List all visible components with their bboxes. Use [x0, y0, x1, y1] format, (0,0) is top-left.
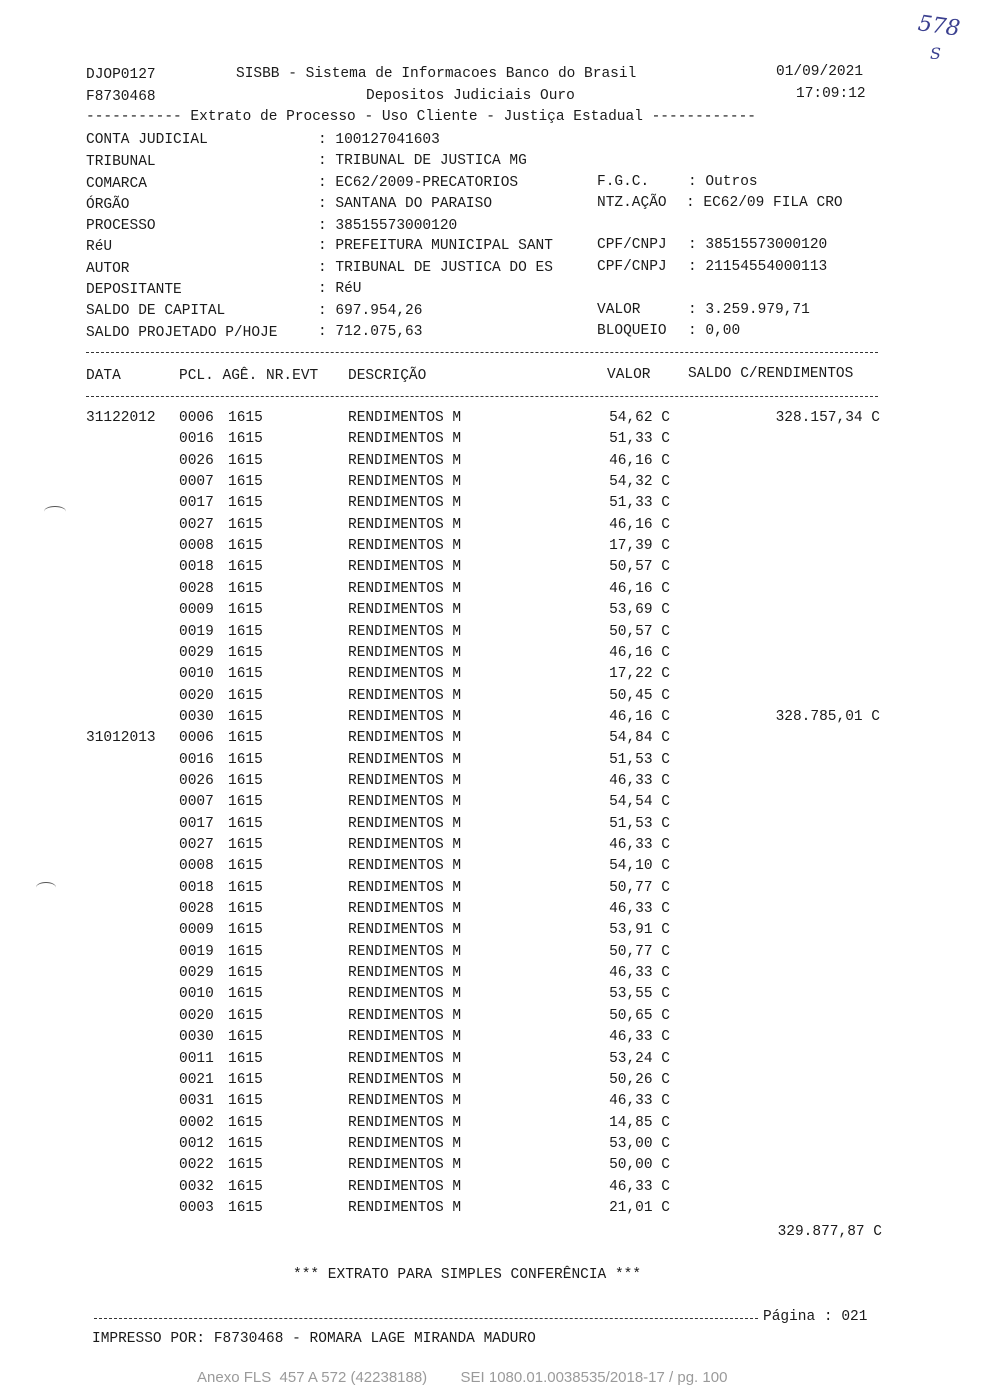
- row-pcl: 0020: [179, 1007, 214, 1024]
- field-value: : 38515573000120: [688, 237, 828, 253]
- field-label: COMARCA: [86, 176, 147, 192]
- field-value: : RéU: [318, 281, 362, 297]
- row-description: RENDIMENTOS M: [348, 666, 462, 683]
- field-label: F.G.C.: [597, 174, 650, 190]
- row-value: 46,16 C: [609, 452, 670, 469]
- report-time: 17:09:12: [796, 86, 866, 102]
- row-agency: 1615: [228, 452, 263, 469]
- table-row: [0, 602, 990, 622]
- footer-divider: [94, 1318, 758, 1319]
- table-row: [0, 1157, 990, 1177]
- field-value: : EC62/09 FILA CRO: [686, 195, 843, 211]
- field-label: TRIBUNAL: [86, 154, 156, 170]
- row-date: 31012013: [86, 730, 156, 747]
- row-pcl: 0016: [179, 431, 214, 448]
- row-description: RENDIMENTOS M: [348, 1199, 462, 1216]
- row-description: RENDIMENTOS M: [348, 1007, 462, 1024]
- table-row: [0, 645, 990, 665]
- row-value: 46,16 C: [609, 516, 670, 533]
- row-pcl: 0002: [179, 1114, 214, 1131]
- row-date: 31122012: [86, 410, 156, 426]
- row-pcl: 0011: [179, 1050, 214, 1067]
- row-description: RENDIMENTOS M: [348, 474, 462, 491]
- row-agency: 1615: [228, 538, 263, 555]
- row-agency: 1615: [228, 922, 263, 939]
- row-description: RENDIMENTOS M: [348, 410, 462, 426]
- row-pcl: 0018: [179, 559, 214, 576]
- row-agency: 1615: [228, 580, 263, 597]
- row-value: 46,33 C: [609, 965, 670, 982]
- row-pcl: 0008: [179, 538, 214, 555]
- program-code: DJOP0127: [86, 67, 156, 83]
- row-agency: 1615: [228, 1071, 263, 1088]
- row-description: RENDIMENTOS M: [348, 495, 462, 512]
- row-value: 50,57 C: [609, 623, 670, 640]
- row-value: 46,33 C: [609, 901, 670, 918]
- table-row: [0, 1136, 990, 1156]
- field-label: SALDO DE CAPITAL: [86, 303, 226, 319]
- table-row: [0, 709, 990, 729]
- row-description: RENDIMENTOS M: [348, 986, 462, 1003]
- row-pcl: 0028: [179, 901, 214, 918]
- row-agency: 1615: [228, 794, 263, 811]
- row-description: RENDIMENTOS M: [348, 772, 462, 789]
- row-value: 46,33 C: [609, 772, 670, 789]
- row-agency: 1615: [228, 772, 263, 789]
- row-agency: 1615: [228, 1114, 263, 1131]
- row-description: RENDIMENTOS M: [348, 452, 462, 469]
- row-agency: 1615: [228, 815, 263, 832]
- row-agency: 1615: [228, 901, 263, 918]
- row-description: RENDIMENTOS M: [348, 1178, 462, 1195]
- table-row: [0, 1072, 990, 1092]
- table-row: [0, 1115, 990, 1135]
- row-pcl: 0009: [179, 602, 214, 619]
- field-label: SALDO PROJETADO P/HOJE: [86, 325, 278, 341]
- row-pcl: 0030: [179, 708, 214, 725]
- field-label: PROCESSO: [86, 218, 156, 234]
- row-value: 46,16 C: [609, 580, 670, 597]
- row-description: RENDIMENTOS M: [348, 730, 462, 747]
- field-value: : 3.259.979,71: [688, 302, 810, 318]
- row-agency: 1615: [228, 1007, 263, 1024]
- header-value: VALOR: [607, 367, 651, 383]
- row-value: 17,22 C: [609, 666, 670, 683]
- row-agency: 1615: [228, 623, 263, 640]
- row-pcl: 0029: [179, 965, 214, 982]
- row-agency: 1615: [228, 1199, 263, 1216]
- row-agency: 1615: [228, 751, 263, 768]
- table-row: [0, 1093, 990, 1113]
- row-agency: 1615: [228, 879, 263, 896]
- row-value: 54,62 C: [609, 410, 670, 426]
- table-row: [0, 688, 990, 708]
- row-agency: 1615: [228, 986, 263, 1003]
- row-description: RENDIMENTOS M: [348, 1050, 462, 1067]
- table-row: [0, 858, 990, 878]
- row-description: RENDIMENTOS M: [348, 751, 462, 768]
- row-pcl: 0017: [179, 815, 214, 832]
- system-name: SISBB - Sistema de Informacoes Banco do Brasil: [236, 66, 637, 82]
- handwritten-mark: S: [930, 44, 941, 63]
- field-value: : Outros: [688, 174, 758, 190]
- field-label: NTZ.AÇÃO: [597, 195, 667, 211]
- row-description: RENDIMENTOS M: [348, 1135, 462, 1152]
- row-value: 50,45 C: [609, 687, 670, 704]
- row-description: RENDIMENTOS M: [348, 1157, 462, 1174]
- field-label: DEPOSITANTE: [86, 282, 182, 298]
- row-description: RENDIMENTOS M: [348, 1029, 462, 1046]
- row-pcl: 0031: [179, 1093, 214, 1110]
- row-agency: 1615: [228, 1157, 263, 1174]
- row-agency: 1615: [228, 431, 263, 448]
- header-pcl-age-evt: PCL. AGÊ. NR.EVT: [179, 368, 319, 384]
- row-value: 51,53 C: [609, 751, 670, 768]
- row-value: 51,53 C: [609, 815, 670, 832]
- field-value: : EC62/2009-PRECATORIOS: [318, 175, 519, 191]
- row-pcl: 0026: [179, 772, 214, 789]
- field-value: : 712.075,63: [318, 324, 423, 340]
- row-agency: 1615: [228, 858, 263, 875]
- row-description: RENDIMENTOS M: [348, 602, 462, 619]
- row-pcl: 0007: [179, 474, 214, 491]
- annex-reference: Anexo FLS 457 A 572 (42238188) SEI 1080.01.0038535/2018-17 / pg. 100: [197, 1369, 728, 1386]
- row-pcl: 0003: [179, 1199, 214, 1216]
- row-pcl: 0006: [179, 730, 214, 747]
- field-label: RéU: [86, 239, 113, 255]
- field-value: : 100127041603: [318, 132, 440, 148]
- table-row: [0, 517, 990, 537]
- table-row: [0, 1179, 990, 1199]
- row-description: RENDIMENTOS M: [348, 858, 462, 875]
- row-value: 46,33 C: [609, 837, 670, 853]
- table-row: [0, 624, 990, 644]
- row-value: 51,33 C: [609, 495, 670, 512]
- row-value: 50,77 C: [609, 943, 670, 960]
- row-value: 46,16 C: [609, 644, 670, 661]
- row-value: 21,01 C: [609, 1199, 670, 1216]
- row-value: 54,32 C: [609, 474, 670, 491]
- row-value: 51,33 C: [609, 431, 670, 448]
- row-pcl: 0026: [179, 452, 214, 469]
- row-description: RENDIMENTOS M: [348, 708, 462, 725]
- report-date: 01/09/2021: [776, 64, 864, 80]
- row-description: RENDIMENTOS M: [348, 1071, 462, 1088]
- header-balance: SALDO C/RENDIMENTOS: [688, 366, 854, 382]
- row-agency: 1615: [228, 1178, 263, 1195]
- row-pcl: 0021: [179, 1071, 214, 1088]
- row-agency: 1615: [228, 1093, 263, 1110]
- row-value: 50,65 C: [609, 1007, 670, 1024]
- field-value: : 0,00: [688, 323, 741, 339]
- user-code: F8730468: [86, 89, 156, 105]
- row-description: RENDIMENTOS M: [348, 623, 462, 640]
- row-pcl: 0017: [179, 495, 214, 512]
- table-row: [0, 773, 990, 793]
- row-value: 54,84 C: [609, 730, 670, 747]
- row-description: RENDIMENTOS M: [348, 431, 462, 448]
- field-label: AUTOR: [86, 261, 130, 277]
- row-agency: 1615: [228, 1029, 263, 1046]
- row-pcl: 0009: [179, 922, 214, 939]
- row-description: RENDIMENTOS M: [348, 794, 462, 811]
- row-description: RENDIMENTOS M: [348, 837, 462, 853]
- table-row: [0, 1200, 990, 1220]
- table-row: [0, 559, 990, 579]
- row-value: 50,57 C: [609, 559, 670, 576]
- table-row: [0, 410, 990, 430]
- conference-notice: *** EXTRATO PARA SIMPLES CONFERÊNCIA ***: [293, 1267, 642, 1283]
- row-description: RENDIMENTOS M: [348, 815, 462, 832]
- row-agency: 1615: [228, 965, 263, 982]
- row-pcl: 0018: [179, 879, 214, 896]
- row-value: 50,26 C: [609, 1071, 670, 1088]
- table-row: [0, 816, 990, 836]
- header-date: DATA: [86, 368, 121, 384]
- row-value: 50,77 C: [609, 879, 670, 896]
- row-balance: 328.157,34 C: [775, 410, 880, 426]
- row-description: RENDIMENTOS M: [348, 1114, 462, 1131]
- row-description: RENDIMENTOS M: [348, 965, 462, 982]
- table-row: [0, 581, 990, 601]
- row-pcl: 0019: [179, 943, 214, 960]
- row-description: RENDIMENTOS M: [348, 538, 462, 555]
- row-value: 14,85 C: [609, 1114, 670, 1131]
- row-value: 17,39 C: [609, 538, 670, 555]
- printed-by: IMPRESSO POR: F8730468 - ROMARA LAGE MIRANDA MADURO: [92, 1331, 536, 1347]
- row-description: RENDIMENTOS M: [348, 901, 462, 918]
- final-balance: 329.877,87 C: [777, 1224, 882, 1240]
- row-agency: 1615: [228, 1135, 263, 1152]
- divider: [86, 352, 878, 353]
- row-agency: 1615: [228, 559, 263, 576]
- table-row: [0, 986, 990, 1006]
- handwritten-page-number: 578: [916, 11, 962, 42]
- report-title: ----------- Extrato de Processo - Uso Cliente - Justiça Estadual ------------: [86, 109, 757, 125]
- field-value: : PREFEITURA MUNICIPAL SANT: [318, 238, 553, 254]
- table-row: [0, 538, 990, 558]
- row-pcl: 0019: [179, 623, 214, 640]
- row-agency: 1615: [228, 516, 263, 533]
- header-description: DESCRIÇÃO: [348, 368, 427, 384]
- row-pcl: 0029: [179, 644, 214, 661]
- row-pcl: 0008: [179, 858, 214, 875]
- subsystem: Depositos Judiciais Ouro: [366, 88, 575, 104]
- row-pcl: 0010: [179, 666, 214, 683]
- row-value: 46,33 C: [609, 1029, 670, 1046]
- table-row: [0, 431, 990, 451]
- table-row: [0, 1029, 990, 1049]
- field-value: : TRIBUNAL DE JUSTICA MG: [318, 153, 527, 169]
- row-value: 53,00 C: [609, 1135, 670, 1152]
- table-row: [0, 752, 990, 772]
- field-value: : SANTANA DO PARAISO: [318, 196, 493, 212]
- table-row: [0, 901, 990, 921]
- table-row: [0, 1051, 990, 1071]
- field-value: : 21154554000113: [688, 259, 828, 275]
- table-row: [0, 666, 990, 686]
- table-row: [0, 837, 990, 857]
- field-label: BLOQUEIO: [597, 323, 667, 339]
- row-agency: 1615: [228, 943, 263, 960]
- row-value: 46,33 C: [609, 1093, 670, 1110]
- row-description: RENDIMENTOS M: [348, 644, 462, 661]
- table-row: [0, 495, 990, 515]
- row-pcl: 0027: [179, 837, 214, 853]
- row-agency: 1615: [228, 495, 263, 512]
- row-value: 46,33 C: [609, 1178, 670, 1195]
- row-value: 53,24 C: [609, 1050, 670, 1067]
- table-row: [0, 880, 990, 900]
- row-description: RENDIMENTOS M: [348, 559, 462, 576]
- table-row: [0, 730, 990, 750]
- table-row: [0, 474, 990, 494]
- page-number: Página : 021: [763, 1309, 868, 1325]
- row-pcl: 0007: [179, 794, 214, 811]
- row-pcl: 0016: [179, 751, 214, 768]
- row-balance: 328.785,01 C: [775, 708, 880, 725]
- row-description: RENDIMENTOS M: [348, 879, 462, 896]
- table-row: [0, 944, 990, 964]
- row-pcl: 0032: [179, 1178, 214, 1195]
- row-agency: 1615: [228, 474, 263, 491]
- row-pcl: 0012: [179, 1135, 214, 1152]
- field-label: CPF/CNPJ: [597, 259, 667, 275]
- row-value: 54,54 C: [609, 794, 670, 811]
- row-description: RENDIMENTOS M: [348, 1093, 462, 1110]
- table-row: [0, 1008, 990, 1028]
- table-row: [0, 922, 990, 942]
- row-description: RENDIMENTOS M: [348, 580, 462, 597]
- field-value: : 697.954,26: [318, 303, 423, 319]
- row-agency: 1615: [228, 666, 263, 683]
- row-pcl: 0006: [179, 410, 214, 426]
- table-row: [0, 453, 990, 473]
- row-pcl: 0010: [179, 986, 214, 1003]
- row-pcl: 0020: [179, 687, 214, 704]
- row-agency: 1615: [228, 1050, 263, 1067]
- table-row: [0, 794, 990, 814]
- field-label: VALOR: [597, 302, 641, 318]
- field-label: CONTA JUDICIAL: [86, 132, 208, 148]
- row-agency: 1615: [228, 687, 263, 704]
- row-pcl: 0030: [179, 1029, 214, 1046]
- field-label: ÓRGÃO: [86, 197, 130, 213]
- row-agency: 1615: [228, 837, 263, 853]
- row-agency: 1615: [228, 410, 263, 426]
- row-value: 53,69 C: [609, 602, 670, 619]
- field-value: : TRIBUNAL DE JUSTICA DO ES: [318, 260, 553, 276]
- divider: [86, 396, 878, 397]
- field-value: : 38515573000120: [318, 218, 458, 234]
- row-description: RENDIMENTOS M: [348, 516, 462, 533]
- field-label: CPF/CNPJ: [597, 237, 667, 253]
- row-pcl: 0028: [179, 580, 214, 597]
- row-description: RENDIMENTOS M: [348, 687, 462, 704]
- row-value: 50,00 C: [609, 1157, 670, 1174]
- row-agency: 1615: [228, 644, 263, 661]
- row-value: 53,91 C: [609, 922, 670, 939]
- row-agency: 1615: [228, 730, 263, 747]
- row-value: 54,10 C: [609, 858, 670, 875]
- row-description: RENDIMENTOS M: [348, 943, 462, 960]
- row-value: 53,55 C: [609, 986, 670, 1003]
- row-pcl: 0027: [179, 516, 214, 533]
- row-agency: 1615: [228, 708, 263, 725]
- row-value: 46,16 C: [609, 708, 670, 725]
- row-pcl: 0022: [179, 1157, 214, 1174]
- table-row: [0, 965, 990, 985]
- row-description: RENDIMENTOS M: [348, 922, 462, 939]
- row-agency: 1615: [228, 602, 263, 619]
